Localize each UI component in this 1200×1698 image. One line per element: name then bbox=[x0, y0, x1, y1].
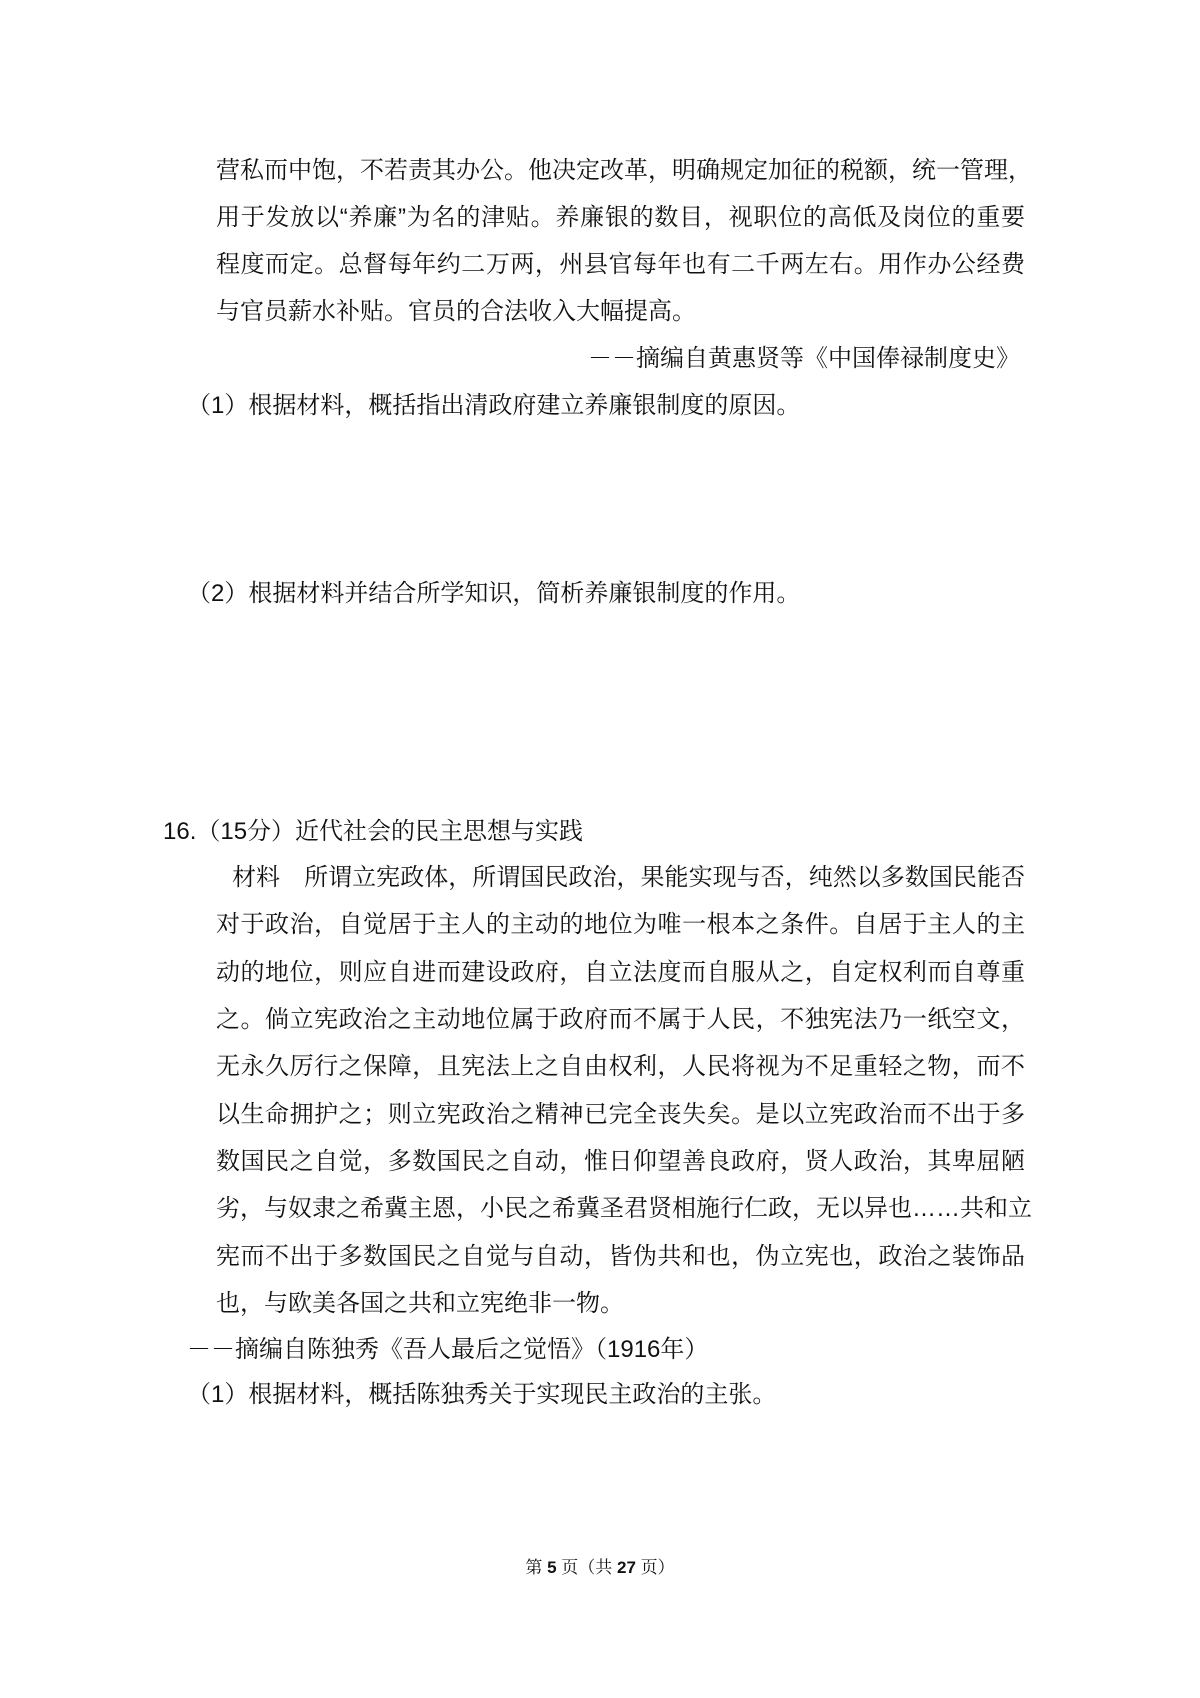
footer-prefix: 第 bbox=[525, 1558, 548, 1577]
material-line: 与官员薪水补贴。官员的合法收入大幅提高。 bbox=[216, 298, 696, 325]
material-line: 对于政治，自觉居于主人的主动的地位为唯一根本之条件。自居于主人的主 bbox=[216, 911, 1025, 938]
material-line: 数国民之自觉，多数国民之自动，惟日仰望善良政府，贤人政治，其卑屈陋 bbox=[216, 1148, 1025, 1175]
page-number: 5 bbox=[547, 1558, 557, 1577]
material-line: 营私而中饱，不若责其办公。他决定改革，明确规定加征的税额，统一管理， bbox=[216, 157, 1032, 184]
material-line: 劣，与奴隶之希冀主恩，小民之希冀圣君贤相施行仁政，无以异也……共和立 bbox=[216, 1195, 1032, 1222]
material-source: －－摘编自黄惠贤等《中国俸禄制度史》 bbox=[588, 345, 1020, 372]
material-line: 用于发放以“养廉”为名的津贴。养廉银的数目，视职位的高低及岗位的重要 bbox=[216, 204, 1025, 231]
question-16-1: （1）根据材料，概括陈独秀关于实现民主政治的主张。 bbox=[187, 1381, 777, 1408]
material-line: 宪而不出于多数国民之自觉与自动，皆伪共和也，伪立宪也，政治之装饰品 bbox=[216, 1243, 1025, 1270]
material-source: －－摘编自陈独秀《吾人最后之觉悟》（1916年） bbox=[187, 1336, 709, 1363]
question-1: （1）根据材料，概括指出清政府建立养廉银制度的原因。 bbox=[187, 392, 801, 419]
material-line: 也，与欧美各国之共和立宪绝非一物。 bbox=[216, 1290, 624, 1317]
material-line: 材料 所谓立宪政体，所谓国民政治，果能实现与否，纯然以多数国民能否 bbox=[232, 864, 1025, 891]
question-16-title: 16.（15分）近代社会的民主思想与实践 bbox=[163, 818, 584, 845]
material-line: 程度而定。总督每年约二万两，州县官每年也有二千两左右。用作办公经费 bbox=[216, 251, 1025, 278]
material-line: 之。倘立宪政治之主动地位属于政府而不属于人民，不独宪法乃一纸空文， bbox=[216, 1006, 1025, 1033]
material-line: 动的地位，则应自进而建设政府，自立法度而自服从之，自定权利而自尊重 bbox=[216, 959, 1025, 986]
footer-suffix: 页） bbox=[635, 1558, 675, 1577]
page-footer bbox=[0, 1555, 1200, 1581]
material-line: 以生命拥护之；则立宪政治之精神已完全丧失矣。是以立宪政治而不出于多 bbox=[216, 1101, 1025, 1128]
material-line: 无永久厉行之保障，且宪法上之自由权利，人民将视为不足重轻之物，而不 bbox=[216, 1053, 1025, 1080]
footer-middle: 页（共 bbox=[556, 1558, 617, 1577]
question-2: （2）根据材料并结合所学知识，简析养廉银制度的作用。 bbox=[187, 580, 801, 607]
page-total: 27 bbox=[617, 1558, 636, 1577]
